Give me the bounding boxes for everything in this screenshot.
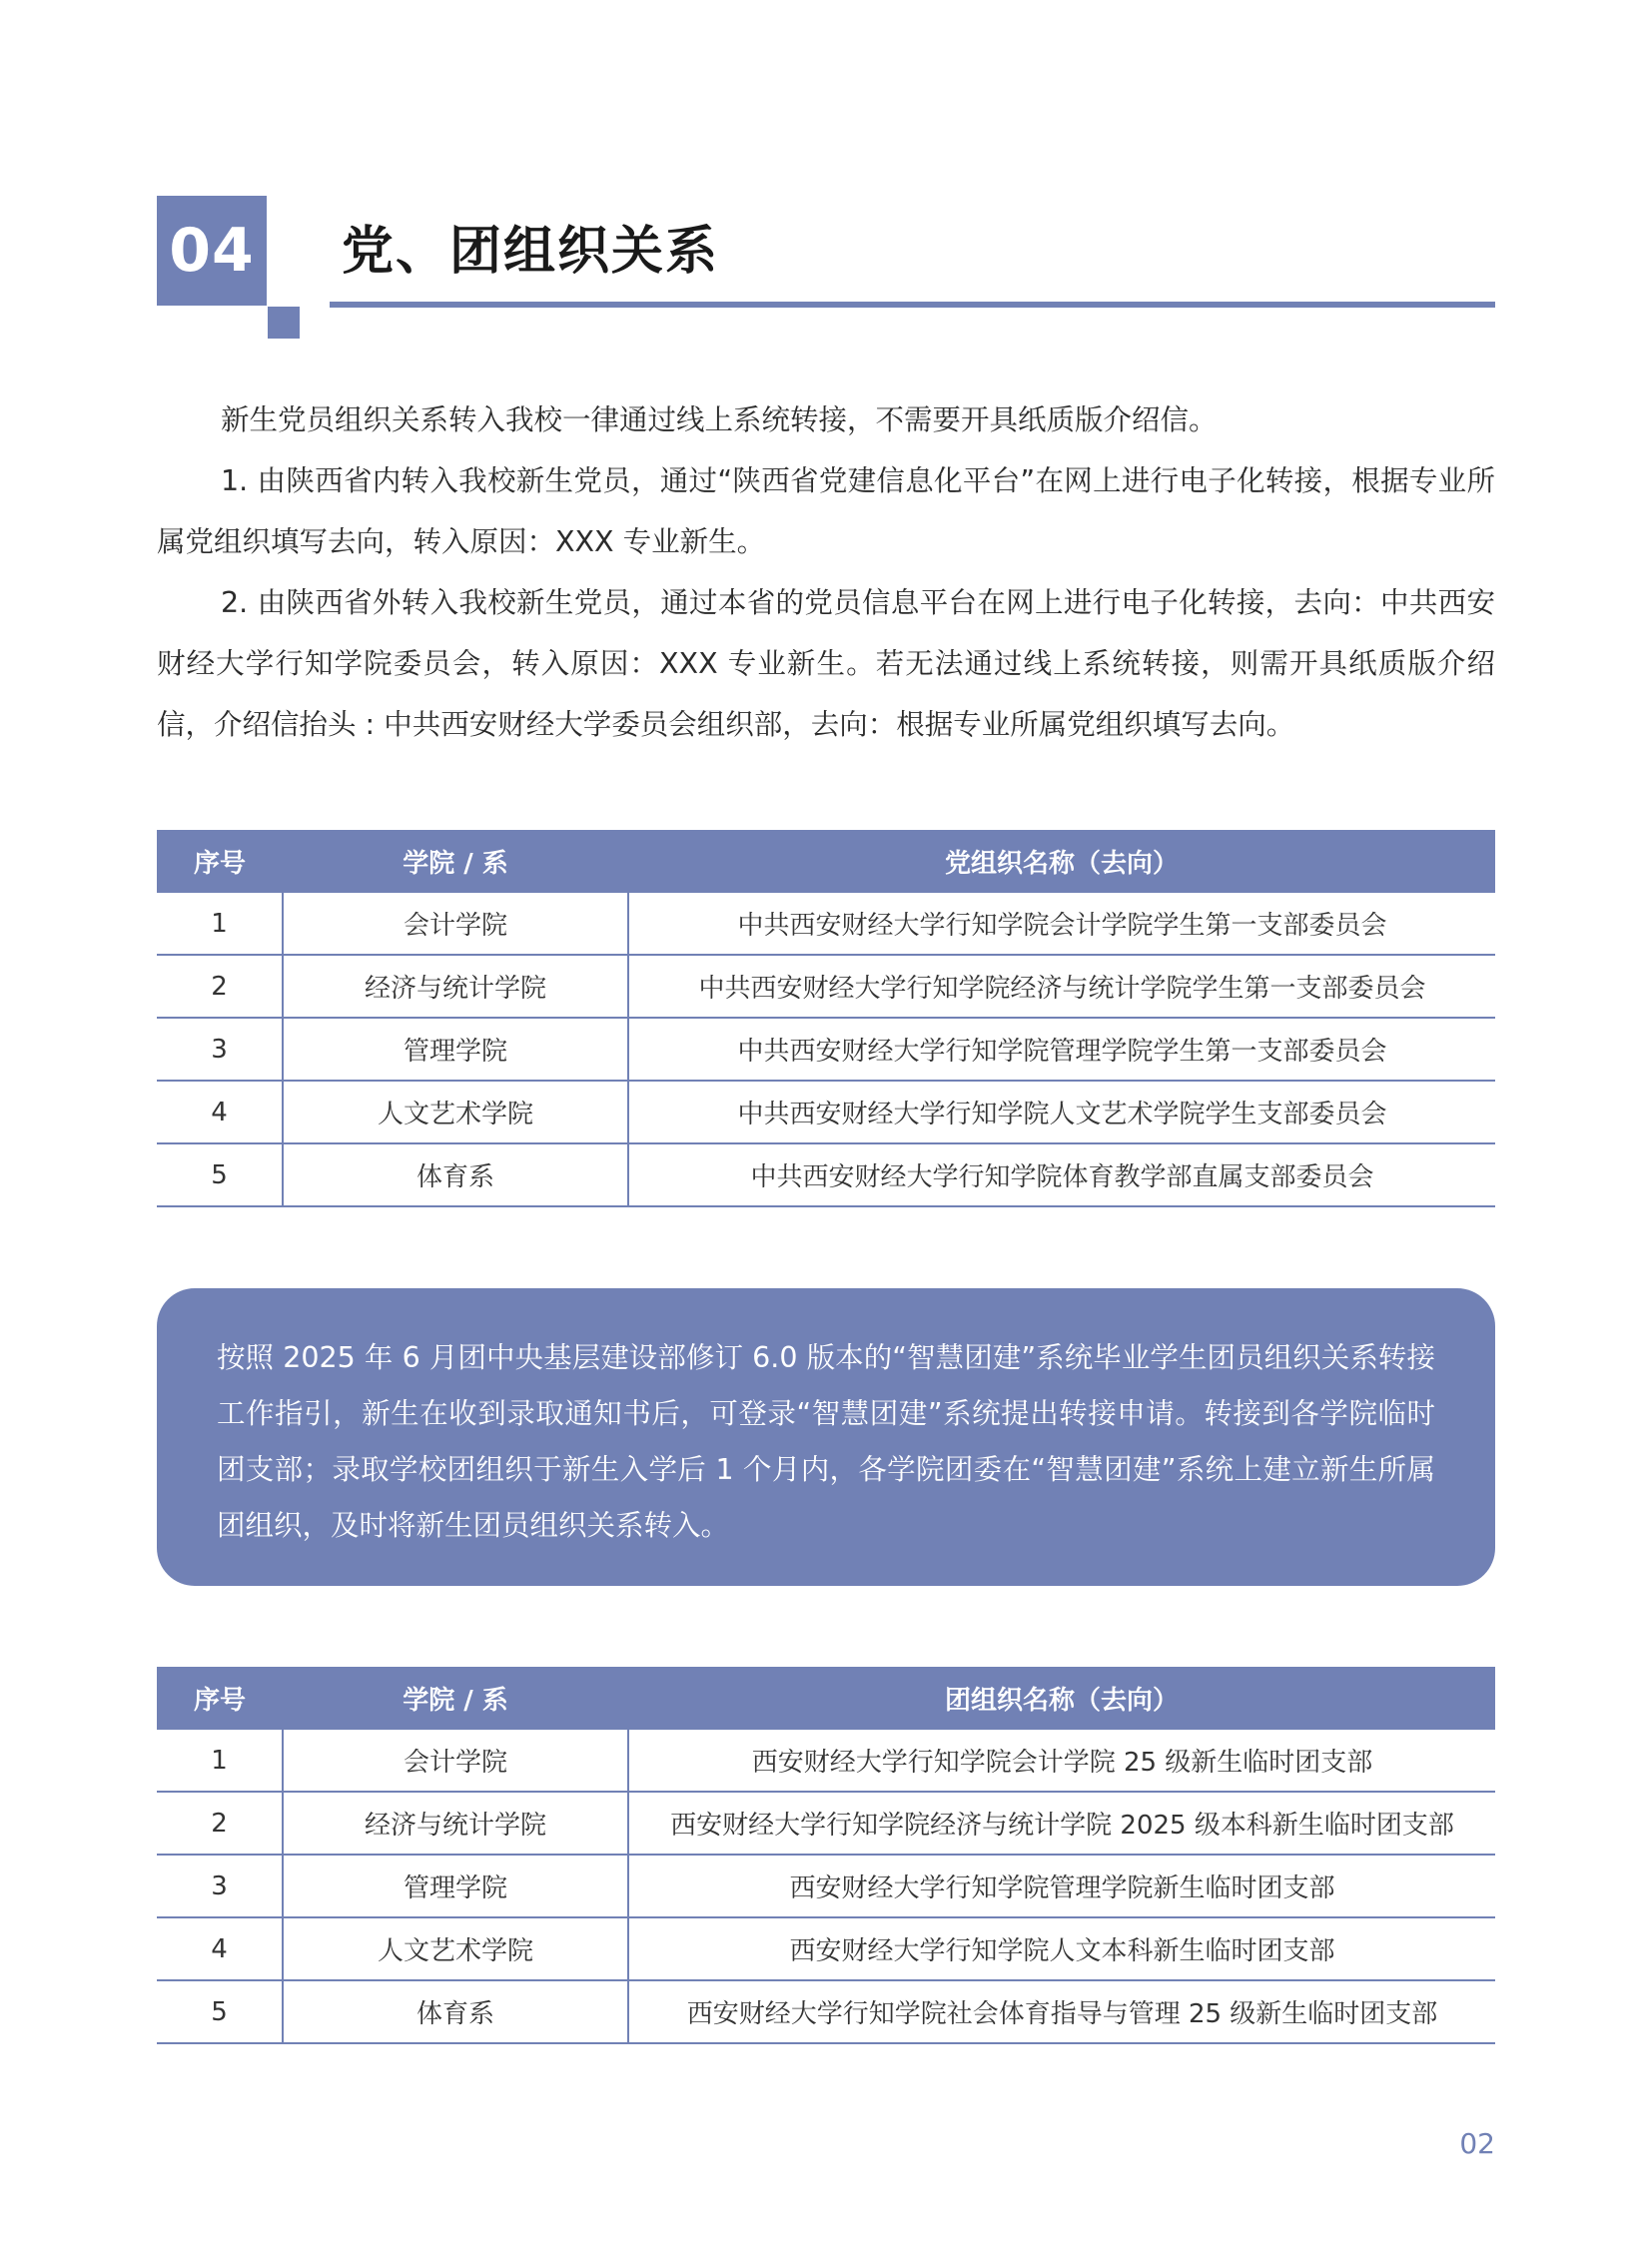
cell-college: 体育系 bbox=[283, 1143, 628, 1206]
cell-organization: 中共西安财经大学行知学院管理学院学生第一支部委员会 bbox=[628, 1018, 1495, 1081]
cell-index: 3 bbox=[157, 1018, 283, 1081]
note-text: 按照 2025 年 6 月团中央基层建设部修订 6.0 版本的“智慧团建”系统毕业学生团员组织关系转接工作指引，新生在收到录取通知书后，可登录“智慧团建”系统提出转接申请。转接到各学院临时团支部；录取学校团组织于新生入学后 1 个月内，各学院团委在“智慧团建”系统上建立新生所属团组织，及时将新生团员组织关系转入。 bbox=[217, 1341, 1435, 1542]
table-row bbox=[157, 1081, 1495, 1143]
intro-text bbox=[157, 389, 1495, 755]
cell-college: 体育系 bbox=[283, 1980, 628, 2043]
decorative-square bbox=[268, 307, 300, 339]
cell-organization: 中共西安财经大学行知学院人文艺术学院学生支部委员会 bbox=[628, 1081, 1495, 1143]
table-row bbox=[157, 1792, 1495, 1855]
section-title: 党、团组织关系 bbox=[342, 222, 720, 282]
header-organization: 党组织名称（去向） bbox=[628, 830, 1495, 893]
cell-index: 2 bbox=[157, 1792, 283, 1855]
cell-index: 4 bbox=[157, 1917, 283, 1980]
table-row bbox=[157, 1730, 1495, 1792]
cell-organization: 西安财经大学行知学院管理学院新生临时团支部 bbox=[628, 1855, 1495, 1917]
table-row bbox=[157, 1980, 1495, 2043]
cell-college: 会计学院 bbox=[283, 893, 628, 955]
cell-index: 2 bbox=[157, 955, 283, 1018]
league-transfer-note bbox=[157, 1288, 1495, 1586]
table-row bbox=[157, 893, 1495, 955]
header-organization: 团组织名称（去向） bbox=[628, 1667, 1495, 1730]
intro-paragraph: 1. 由陕西省内转入我校新生党员，通过“陕西省党建信息化平台”在网上进行电子化转接，根据专业所属党组织填写去向，转入原因：XXX 专业新生。 bbox=[157, 464, 1495, 558]
header-college: 学院 / 系 bbox=[283, 830, 628, 893]
header-college: 学院 / 系 bbox=[283, 1667, 628, 1730]
cell-index: 3 bbox=[157, 1855, 283, 1917]
cell-index: 5 bbox=[157, 1143, 283, 1206]
cell-college: 管理学院 bbox=[283, 1018, 628, 1081]
cell-organization: 西安财经大学行知学院会计学院 25 级新生临时团支部 bbox=[628, 1730, 1495, 1792]
cell-college: 经济与统计学院 bbox=[283, 955, 628, 1018]
party-organization-table bbox=[157, 830, 1495, 1207]
table-row bbox=[157, 955, 1495, 1018]
cell-organization: 中共西安财经大学行知学院会计学院学生第一支部委员会 bbox=[628, 893, 1495, 955]
cell-college: 人文艺术学院 bbox=[283, 1081, 628, 1143]
section-number-badge: 04 bbox=[157, 196, 267, 306]
intro-paragraph: 新生党员组织关系转入我校一律通过线上系统转接，不需要开具纸质版介绍信。 bbox=[221, 403, 1218, 436]
cell-college: 人文艺术学院 bbox=[283, 1917, 628, 1980]
cell-organization: 西安财经大学行知学院经济与统计学院 2025 级本科新生临时团支部 bbox=[628, 1792, 1495, 1855]
header-index: 序号 bbox=[157, 1667, 283, 1730]
title-underline bbox=[330, 302, 1495, 308]
cell-organization: 西安财经大学行知学院人文本科新生临时团支部 bbox=[628, 1917, 1495, 1980]
table-header-row bbox=[157, 830, 1495, 893]
table-row bbox=[157, 1018, 1495, 1081]
header-index: 序号 bbox=[157, 830, 283, 893]
cell-index: 4 bbox=[157, 1081, 283, 1143]
table-row bbox=[157, 1917, 1495, 1980]
cell-organization: 中共西安财经大学行知学院经济与统计学院学生第一支部委员会 bbox=[628, 955, 1495, 1018]
cell-index: 5 bbox=[157, 1980, 283, 2043]
cell-organization: 中共西安财经大学行知学院体育教学部直属支部委员会 bbox=[628, 1143, 1495, 1206]
cell-organization: 西安财经大学行知学院社会体育指导与管理 25 级新生临时团支部 bbox=[628, 1980, 1495, 2043]
table-header-row bbox=[157, 1667, 1495, 1730]
table-row bbox=[157, 1143, 1495, 1206]
intro-paragraph: 2. 由陕西省外转入我校新生党员，通过本省的党员信息平台在网上进行电子化转接，去向：中共西安财经大学行知学院委员会，转入原因：XXX 专业新生。若无法通过线上系统转接，则需开具纸质版介绍信，介绍信抬头 : 中共西安财经大学委员会组织部，去向：根据专业所属党组织填写去向。 bbox=[157, 586, 1495, 741]
cell-index: 1 bbox=[157, 1730, 283, 1792]
cell-college: 会计学院 bbox=[283, 1730, 628, 1792]
cell-college: 管理学院 bbox=[283, 1855, 628, 1917]
table-row bbox=[157, 1855, 1495, 1917]
league-organization-table bbox=[157, 1667, 1495, 2044]
page-number: 02 bbox=[1459, 2127, 1495, 2160]
cell-college: 经济与统计学院 bbox=[283, 1792, 628, 1855]
cell-index: 1 bbox=[157, 893, 283, 955]
